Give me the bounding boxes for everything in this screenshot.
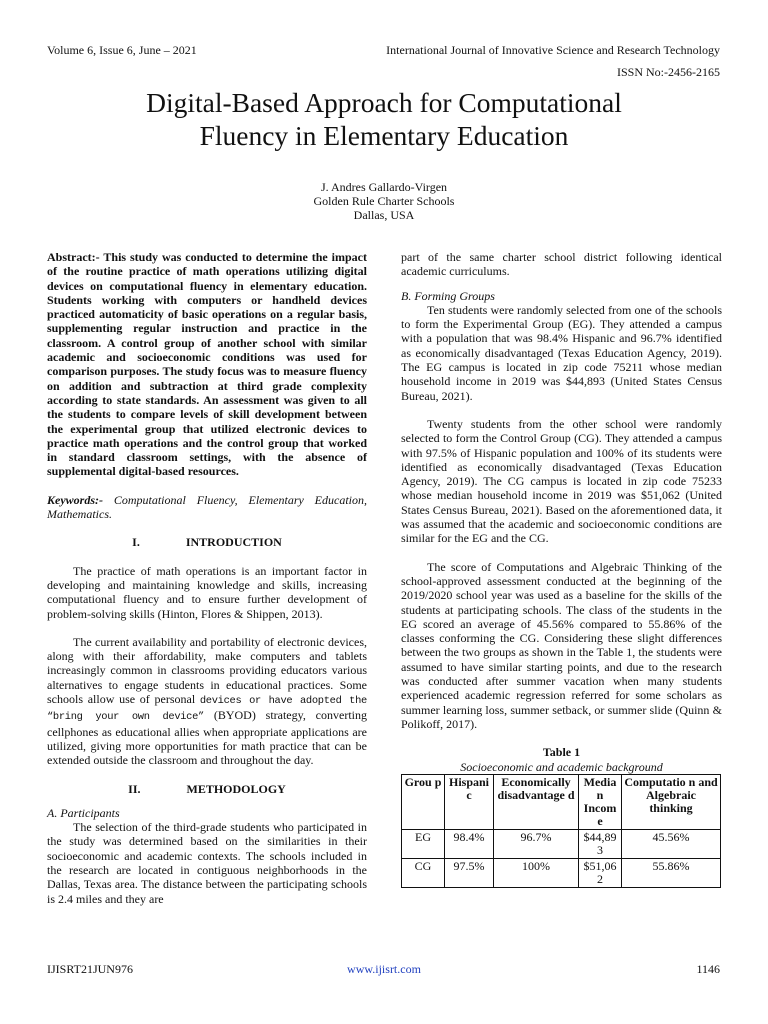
table-subcaption: Socioeconomic and academic background (460, 759, 663, 774)
abstract-label: Abstract:- (47, 250, 100, 264)
forming-groups-paragraph-3: The score of Computations and Algebraic Thinking of the school-approved assessment conducted at the beginning of the 2019/2020 school year was used as a baseline for the skills of the students at participating schools. The class of the students in the EG scored an average of 45.56% compared to 55.86% of the classes conforming the CG. Considering these slight differences between the two groups as shown in the Table 1, the students were assumed to have similar starting points, and due to the research was conducted after summer vacation when many students experienced academic regression referred for some scholars as summer learning loss, summer setback, or summer slide (Quinn & Polikoff, 2017). (401, 559, 722, 731)
right-column (401, 250, 722, 888)
table-cell: $44,89 3 (579, 829, 622, 858)
left-column (47, 250, 367, 906)
footer-page-number: 1146 (696, 962, 720, 976)
background-table (401, 774, 721, 888)
table-cell: 97.5% (445, 858, 494, 887)
intro-paragraph-2: The current availability and portability of electronic devices, along with their affordability, make computers and tablets increasingly common in classrooms providing educators various alternatives to engage students in educational practices. Some schools allow use of personal devices or have adopted the “bring your own device” (BYOD) strategy, converting cellphones as educational allies when appropriate applications are utilized, giving more opportunities for math practice that can be extended outside the classroom and throughout the day. (47, 634, 367, 768)
footer-website-link[interactable]: www.ijisrt.com (347, 962, 421, 976)
table-header-cell: Hispani c (445, 774, 494, 829)
table-caption: Table 1 (542, 745, 581, 760)
subsection-forming-groups: B. Forming Groups (401, 288, 495, 303)
header-volume: Volume 6, Issue 6, June – 2021 (47, 43, 197, 57)
forming-groups-paragraph-2: Twenty students from the other school were randomly selected to form the Control Group (CG). They attended a campus with 97.5% of Hispanic population and 100% of its students were identified as economically disadvantaged (Texas Education Agency, 2019). The CG campus is located in zip code 75233 whose median household income in 2019 was $51,062 (United States Census Bureau, 2021). Based on the aforementioned data, it was assumed that the academic and socioeconomic conditions are similar for the EG and the CG. (401, 416, 722, 546)
header-issn: ISSN No:-2456-2165 (616, 65, 720, 79)
section-heading-introduction: I. INTRODUCTION (132, 535, 282, 550)
title-line-2: Fluency in Elementary Education (199, 120, 569, 151)
abstract-text: This study was conducted to determine the impact of the routine practice of math operations utilizing digital devices on computational fluency in elementary education. Students working with computers or handheld devices practiced automaticity of basic operations on a regular basis, supplementing regular instruction and practice in the classroom. A control group of another school with similar academic and socioeconomic conditions was used for comparison purposes. The study focus was to measure fluency on addition and subtraction at third grade complexity according to state standards. An assessment was given to all the students to compare levels of skill development between the experimental group that utilized electronic devices to practice math operations and the control group that worked in standard classroom settings, with the absence of supplemental digital-based resources. (47, 250, 367, 479)
table-header-row (402, 774, 721, 829)
author-location: Dallas, USA (353, 208, 415, 222)
table-cell: 100% (494, 858, 579, 887)
table-cell: $51,06 2 (579, 858, 622, 887)
footer-paper-id: IJISRT21JUN976 (47, 962, 133, 976)
keywords-label: Keywords:- (47, 492, 103, 507)
table-cell: CG (402, 858, 445, 887)
participants-paragraph: The selection of the third-grade students who participated in the study was determined based on the similarities in their socioeconomic and academic contexts. The schools included in the research are located in contiguous neighborhoods in the Dallas, Texas area. The distance between the participating schools is 2.4 miles and they are (47, 820, 367, 906)
title-line-1: Digital-Based Approach for Computational (146, 87, 622, 118)
intro-paragraph-1: The practice of math operations is an important factor in developing and maintaining knowledge and skills, increasing computational fluency and to ensure further development of problem-solving skills (Hinton, Flores & Shippen, 2013). (47, 563, 367, 621)
table-row (402, 829, 721, 858)
forming-groups-paragraph-1: Ten students were randomly selected from one of the schools to form the Experimental Group (EG). They attended a campus with a population that was 98.4% Hispanic and 96.7% identified as economically disadvantaged (Texas Education Agency, 2019). The EG campus is located in zip code 75211 whose median household income in 2019 was $44,893 (United States Census Bureau, 2021). (401, 302, 722, 403)
table-header-cell: Economically disadvantage d (494, 774, 579, 829)
table-header-cell: Computatio n and Algebraic thinking (622, 774, 721, 829)
abstract (47, 250, 367, 479)
table-cell: 45.56% (622, 829, 721, 858)
table-row (402, 858, 721, 887)
table-cell: 96.7% (494, 829, 579, 858)
participants-paragraph-continued: part of the same charter school district following identical academic curriculums. (401, 250, 722, 279)
section-heading-methodology: II. METHODOLOGY (128, 781, 286, 796)
author-affiliation: Golden Rule Charter Schools (313, 194, 455, 208)
table-header-cell: Media n Incom e (579, 774, 622, 829)
header-journal: International Journal of Innovative Science and Research Technology (386, 43, 720, 57)
keywords-text: Computational Fluency, Elementary Education, Mathematics. (47, 492, 367, 522)
table-header-cell: Grou p (402, 774, 445, 829)
subsection-participants: A. Participants (47, 805, 120, 820)
paper-title (0, 86, 768, 152)
author-name: J. Andres Gallardo-Virgen (320, 180, 448, 194)
table-cell: EG (402, 829, 445, 858)
table-cell: 55.86% (622, 858, 721, 887)
table-cell: 98.4% (445, 829, 494, 858)
keywords (47, 493, 367, 522)
author-block (0, 180, 768, 222)
